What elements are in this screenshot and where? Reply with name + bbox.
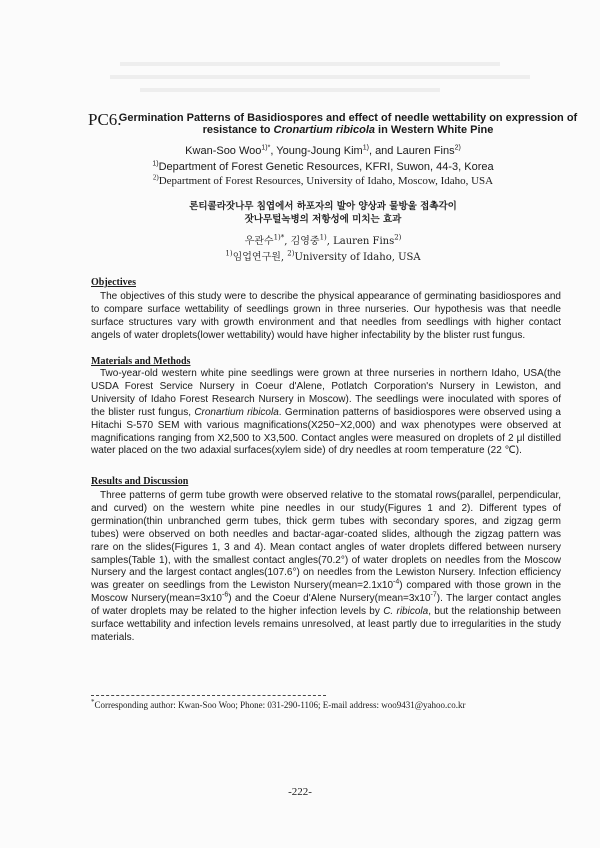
korean-author-2-mark: 1) [319, 233, 327, 242]
paper-title [118, 112, 578, 136]
footnote-mark: * [91, 698, 95, 706]
author-list [88, 145, 558, 157]
footnote-rule [91, 695, 326, 696]
author-3: , and Lauren Fins [368, 145, 455, 157]
author-2-mark: 1) [362, 144, 369, 152]
author-1-mark: 1)* [261, 144, 271, 152]
korean-author-1: 우관수 [244, 236, 274, 247]
affiliation-1 [88, 161, 558, 173]
bleed-through-mark [120, 62, 500, 66]
korean-title-line-1: 론티콜라잣나무 침엽에서 하포자의 발아 양상과 물방울 접촉각이 [189, 201, 457, 212]
affiliation-1-mark: 1) [152, 160, 159, 168]
affiliation-1-text: Department of Forest Genetic Resources, KFRI, Suwon, 44-3, Korea [158, 161, 494, 173]
methods-paragraph [91, 368, 561, 458]
results-text: Three patterns of germ tube growth were observed relative to the stomatal rows(parallel, perpendicular, and curved) on the western white pine needles in our study(Figures 1 and 2). Different types of germination(thin unbranched germ tubes, thick germ tubes with secondary spores, and zigzag germ tubes) were observed on both needles and bactar-agar-coated slides, although the zigzag pattern was rare on the slides(Figures 1, 3 and 4). Mean contact angles of water droplets differed between nursery samples(Table 1), with the smallest contact angles(70.2°) of water droplets on needles from the Moscow Nursery and the largest contact angles(107.6°) on needles from the Lewiston Nursery. Infection efficiency was greater on seedlings from the Lewiston Nursery(mean=2.1x10 [91, 490, 561, 592]
korean-author-3-mark: 2) [394, 233, 402, 242]
title-species: Cronartium ribicola [273, 124, 375, 136]
affiliation-2-text: Department of Forest Resources, University of Idaho, Moscow, Idaho, USA [158, 175, 494, 187]
footnote [91, 700, 466, 710]
results-text-end: , but the relationship between surface wettability and infection levels remains unresolved, at least partly due to irregularities in the study materials. [91, 606, 561, 643]
korean-author-2: , 김영중 [284, 236, 320, 247]
results-text: ) and the Coeur d'Alene Nursery(mean=3x10 [228, 593, 431, 605]
author-1: Kwan-Soo Woo [185, 145, 262, 157]
affiliation-2-mark: 2) [152, 173, 159, 182]
korean-authors [88, 232, 558, 247]
footnote-text: Corresponding author: Kwan-Soo Woo; Phone: 031-290-1106; E-mail address: woo9431@yahoo.co.kr [94, 700, 466, 710]
methods-text: Two-year-old western white pine seedlings were grown at three nurseries in northern Idaho, USA(the USDA Forest Service Nursery in Coeur d'Alene, Potlatch Corporation's Nursery in Lewiston, and University of Idaho Forest Research Nursery in Moscow). The seedlings were inoculated with spores of the blister rust fungus, [91, 368, 561, 418]
results-paragraph [91, 490, 561, 645]
korean-author-3: , Lauren Fins [326, 236, 395, 247]
objectives-heading: Objectives [91, 277, 136, 288]
methods-text-end: . Germination patterns of basidiospores were observed using a Hitachi S-570 SEM with various magnifications(X250~X2,000) and wax phenotypes were observed at magnifications ranging from X2,500 to X3,500. Contact angles were measured on droplets of 2 μl distilled water placed on the two adaxial surfaces(xylem side) of dry needles at room temperature (22 ℃). [91, 406, 561, 457]
methods-heading: Materials and Methods [91, 356, 191, 367]
author-2: , Young-Joung Kim [270, 145, 363, 157]
korean-aff-1: 임업연구원, [232, 252, 288, 263]
korean-aff-2: University of Idaho, USA [294, 252, 421, 263]
title-text-end: in Western White Pine [375, 124, 494, 136]
korean-aff-1-mark: 1) [225, 249, 233, 258]
exponent: -4 [393, 579, 400, 587]
bleed-through-mark [140, 88, 440, 92]
results-text: ) compared with those grown in the Moscow Nursery(mean=3x10 [91, 580, 562, 605]
objectives-paragraph: The objectives of this study were to describe the physical appearance of germinating basidiospores and to compare surface wettability of seedlings grown in three nurseries. Our hypothesis was that needle surface structures vary with growth environment and that needles from seedlings with higher contact angels of water droplets(lower wettability) would have higher infectability by the blister rust fungus. [91, 291, 561, 341]
korean-title-line-2: 잣나무털녹병의 저항성에 미치는 효과 [244, 214, 402, 225]
results-heading: Results and Discussion [91, 476, 189, 487]
page-number: -222- [288, 786, 312, 798]
korean-author-1-mark: 1)* [273, 233, 285, 242]
methods-species: Cronartium ribicola [194, 406, 279, 418]
results-text: ). The larger contact angles of water droplets may be related to the higher infection levels by [91, 593, 561, 618]
title-text: Germination Patterns of Basidiospores and effect of needle wettability on expression of resistance to [118, 112, 578, 136]
abstract-code: PC6. [88, 110, 122, 129]
korean-affiliations [88, 248, 558, 263]
author-3-mark: 2) [454, 144, 461, 152]
korean-aff-2-mark: 2) [287, 249, 295, 258]
exponent: -7 [430, 591, 437, 599]
results-species: C. ribicola [383, 606, 429, 618]
exponent: -6 [222, 591, 229, 599]
affiliation-2 [88, 175, 558, 187]
bleed-through-mark [110, 75, 530, 79]
